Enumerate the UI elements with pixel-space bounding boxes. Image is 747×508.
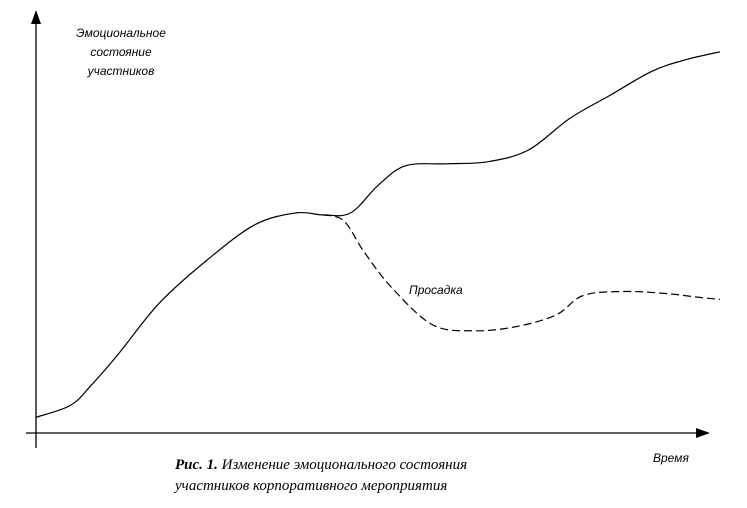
y-axis-label-line-1: Эмоциональное xyxy=(76,26,166,40)
y-axis-arrow xyxy=(31,10,41,24)
y-axis-label-line-2: состояние xyxy=(90,45,152,59)
caption-text-1: Изменение эмоционального состояния xyxy=(221,457,468,473)
caption-text-2: участников корпоративного мероприятия xyxy=(175,478,448,494)
caption-line-1 xyxy=(175,455,595,476)
figure-caption xyxy=(175,455,595,497)
y-axis-label-line-3: участников xyxy=(87,64,155,78)
dip-annotation: Просадка xyxy=(409,283,463,297)
x-axis-label: Время xyxy=(653,451,689,465)
y-axis-label xyxy=(56,24,186,81)
x-axis-arrow xyxy=(696,428,710,438)
series-dashed-line xyxy=(323,215,720,331)
caption-figure-label: Рис. 1. xyxy=(175,457,218,473)
series-solid-line xyxy=(36,52,720,418)
